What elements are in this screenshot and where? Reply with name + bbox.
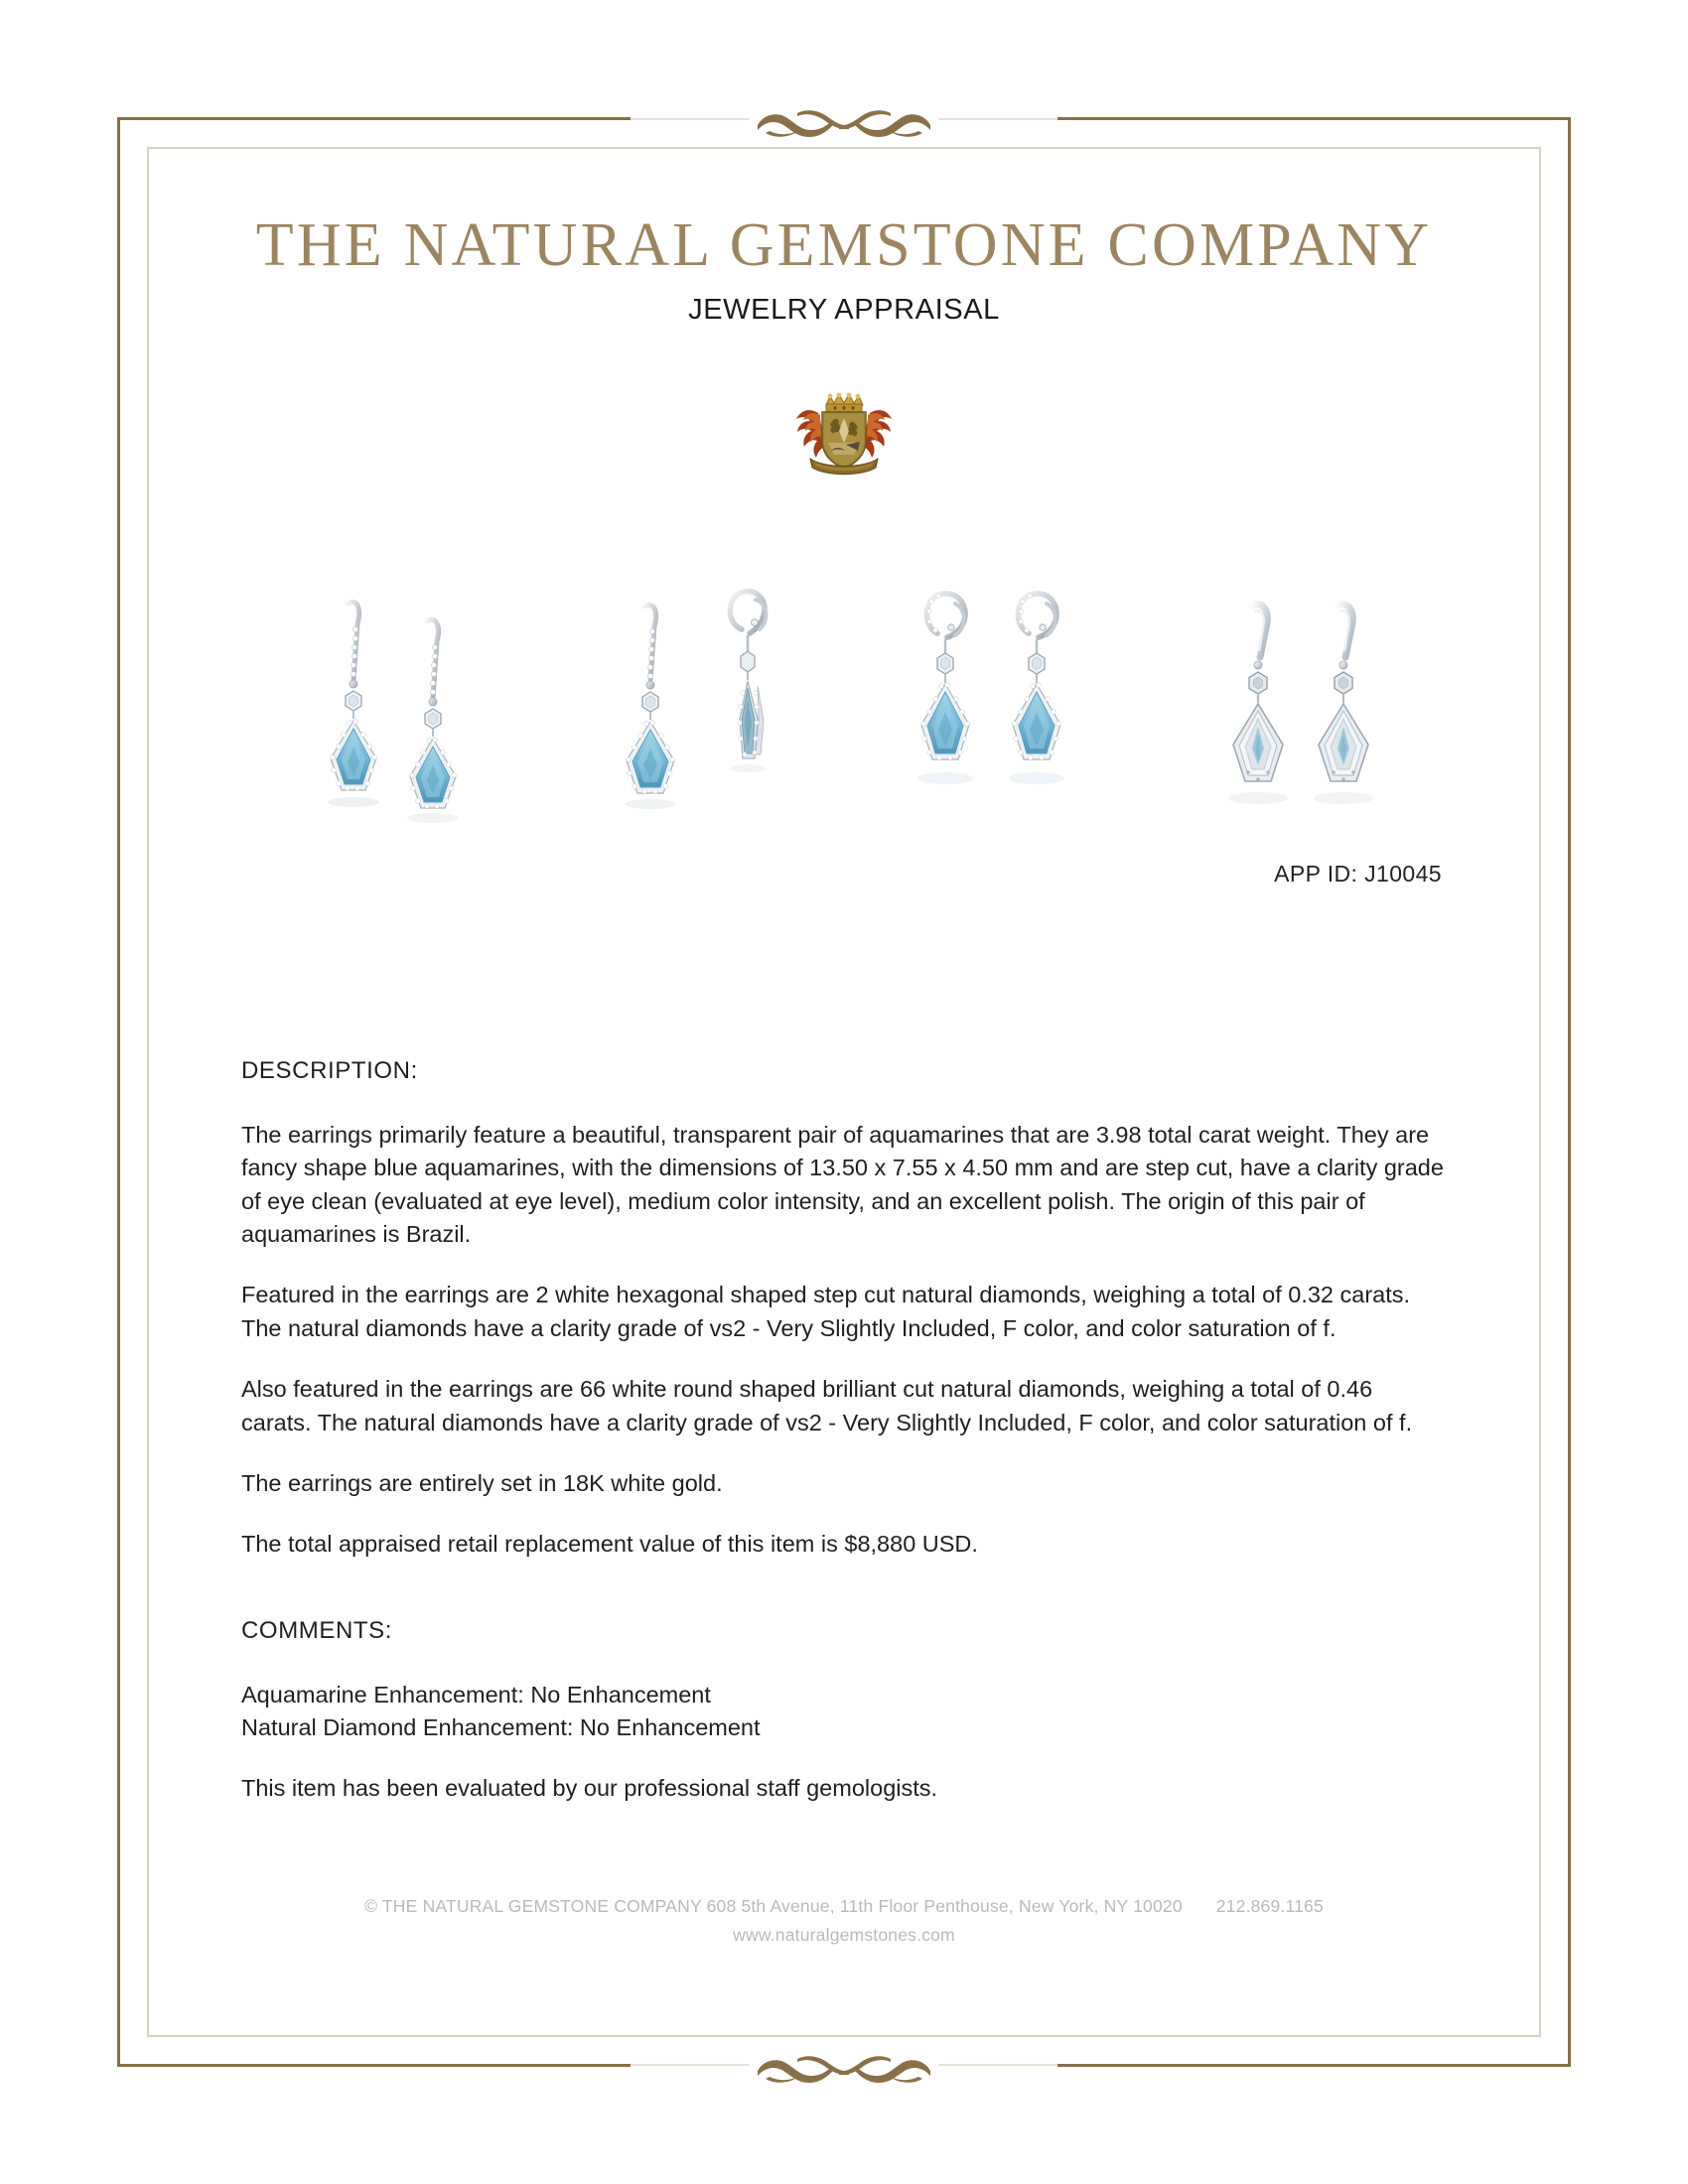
company-crest-icon <box>784 385 904 484</box>
description-paragraph-value: The total appraised retail replacement value of this item is $8,880 USD. <box>241 1531 978 1558</box>
footer-address: © THE NATURAL GEMSTONE COMPANY 608 5th Avenue, 11th Floor Penthouse, New York, NY 10020 <box>364 1896 1183 1917</box>
description-paragraph-aquamarine: The earrings primarily feature a beautiful, transparent pair of aquamarines that are 3.98 total carat weight. They are fancy shape blue aquamarines, with the dimensions of 13.50 x 7.55 x 4.50 mm and are step cut, have a clarity grade of eye clean (evaluated at eye level), medium color intensity, and an excellent polish. The origin of this pair of aquamarines is Brazil. <box>241 1122 1444 1248</box>
document-subtitle: JEWELRY APPRAISAL <box>688 294 1000 327</box>
description-paragraph-hexagonal-diamonds: Featured in the earrings are 2 white hexagonal shaped step cut natural diamonds, weighing a total of 0.32 carats. The natural diamonds have a clarity grade of vs2 - Very Slightly Included, F color, and color saturation of f. <box>241 1282 1411 1341</box>
footer-address-row <box>0 1892 1688 1921</box>
footer-website[interactable]: www.naturalgemstones.com <box>733 1925 955 1946</box>
top-flourish-ornament <box>631 91 1057 147</box>
product-photo-pair-leverback[interactable] <box>852 552 1140 835</box>
footer-phone: 212.869.1165 <box>1215 1896 1324 1917</box>
document-header <box>0 213 1688 327</box>
product-photo-front-and-profile[interactable] <box>549 552 837 835</box>
comments-label: COMMENTS: <box>241 1616 393 1644</box>
page-footer <box>0 1892 1688 1950</box>
description-paragraph-metal: The earrings are entirely set in 18K white gold. <box>241 1469 723 1496</box>
description-paragraph-round-diamonds: Also featured in the earrings are 66 white round shaped brilliant cut natural diamonds, weighing a total of 0.46 carats. The natural diamonds have a clarity grade of vs2 - Very Slightly Included, F color, and color saturation of f. <box>241 1376 1413 1435</box>
description-label: DESCRIPTION: <box>241 1057 418 1084</box>
company-title: THE NATURAL GEMSTONE COMPANY <box>255 211 1433 279</box>
evaluation-note: This item has been evaluated by our professional staff gemologists. <box>241 1775 938 1802</box>
enhancement-aquamarine: Aquamarine Enhancement: No Enhancement <box>241 1681 711 1707</box>
appraisal-body <box>241 1057 1448 1806</box>
product-photo-back-view[interactable] <box>1155 552 1443 835</box>
enhancement-natural-diamond: Natural Diamond Enhancement: No Enhancement <box>241 1713 761 1740</box>
product-photo-front-pair-hook[interactable] <box>246 552 534 835</box>
bottom-flourish-ornament <box>631 2037 1057 2093</box>
appraisal-id: APP ID: J10045 <box>1274 861 1442 887</box>
enhancement-list <box>241 1679 1448 1745</box>
product-photo-strip <box>246 552 1443 835</box>
